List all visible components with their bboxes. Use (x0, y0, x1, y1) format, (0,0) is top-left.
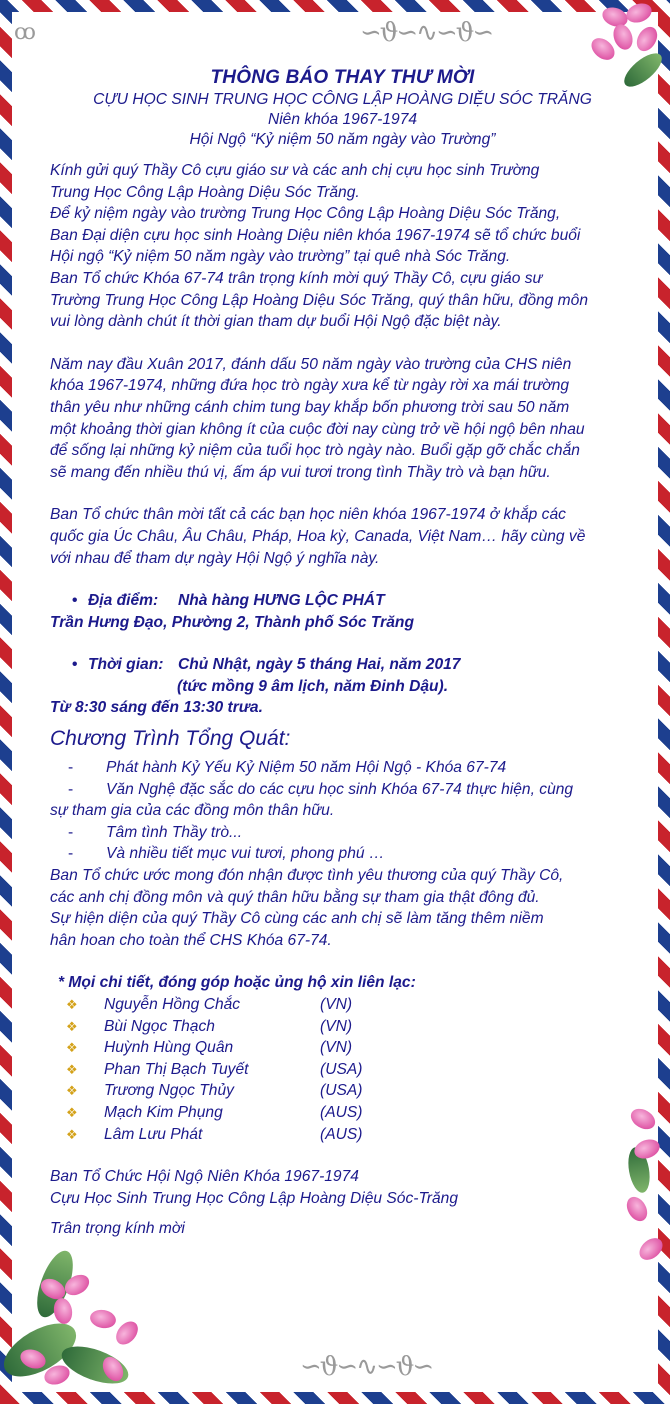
invitation-body (50, 66, 635, 1240)
text-line: hân hoan cho toàn thể CHS Khóa 67-74. (50, 931, 332, 949)
program-item: - Văn Nghệ đặc sắc do các cựu học sinh Khóa 67-74 thực hiện, cùng (68, 780, 574, 798)
time-row (72, 654, 635, 676)
text-line: Ban Tổ chức ước mong đón nhận được tình yêu thương của quý Thầy Cô, (50, 867, 564, 885)
flourish-top-icon: ∽ϑ∽∿∽ϑ∽ (360, 18, 493, 48)
text-line: để sống lại những kỷ niệm của tuổi học trò ngày nào. Buổi gặp gỡ chắc chắn (50, 442, 580, 460)
text-line: thân yêu như những cánh chim tung bay khắp bốn phương trời sau 50 năm (50, 398, 570, 416)
program-heading: Chương Trình Tổng Quát: (50, 727, 291, 751)
contact-item: ❖ Huỳnh Hùng Quân (VN) (66, 1037, 635, 1059)
contact-item: ❖ Bùi Ngọc Thạch (VN) (66, 1016, 635, 1038)
venue-name: Nhà hàng HƯNG LỘC PHÁT (178, 592, 385, 610)
text-line: Để kỷ niệm ngày vào trường Trung Học Công Lập Hoàng Diệu Sóc Trăng, (50, 205, 561, 223)
text-line: Hội ngộ “Kỷ niệm 50 năm ngày vào trường” tại quê nhà Sóc Trăng. (50, 248, 511, 266)
bullet-icon: • (72, 656, 78, 674)
text-line: Ban Đại diện cựu học sinh Hoàng Diệu niên khóa 1967-1974 sẽ tổ chức buổi (50, 226, 581, 244)
text-line: vui lòng dành chút ít thời gian tham dự buổi Hội Ngộ đặc biệt này. (50, 313, 502, 331)
contact-item: ❖ Mạch Kim Phụng (AUS) (66, 1102, 635, 1124)
bullet-icon: • (72, 592, 78, 610)
orchid-bottom-left-icon (0, 1240, 170, 1404)
paragraph-greeting (50, 160, 635, 333)
text-line: quốc gia Úc Châu, Âu Châu, Pháp, Hoa kỳ, Canada, Việt Nam… hãy cùng về (50, 527, 586, 545)
text-line: với nhau để tham dự ngày Hội Ngộ ý nghĩa này. (50, 549, 380, 567)
signature-school: Cựu Học Sinh Trung Học Công Lập Hoàng Diệu Sóc-Trăng (50, 1189, 459, 1207)
venue-label: Địa điểm: (88, 592, 159, 610)
time-lunar: (tức mồng 9 âm lịch, năm Đinh Dậu). (177, 677, 449, 695)
text-line: Trường Trung Học Công Lập Hoàng Diệu Sóc Trăng, quý thân hữu, đồng môn (50, 291, 589, 309)
program-item-cont: sự tham gia của các đồng môn thân hữu. (50, 802, 335, 820)
time-label: Thời gian: (88, 656, 164, 674)
diamond-bullet-icon: ❖ (66, 1061, 78, 1077)
program-item: - Tâm tình Thầy trò... (68, 823, 243, 841)
venue-row (72, 590, 635, 612)
diamond-bullet-icon: ❖ (66, 1083, 78, 1099)
time-hours: Từ 8:30 sáng đến 13:30 trưa. (50, 699, 263, 717)
text-line: Ban Tổ chức thân mời tất cả các bạn học niên khóa 1967-1974 ở khắp các (50, 506, 566, 524)
contacts-heading: * Mọi chi tiết, đóng góp hoặc ủng hộ xin liên lạc: (58, 974, 416, 992)
program-item: - Và nhiều tiết mục vui tươi, phong phú … (68, 845, 385, 863)
paragraph-anniversary (50, 354, 635, 484)
diamond-bullet-icon: ❖ (66, 1126, 78, 1142)
text-line: Sự hiện diện của quý Thầy Cô cùng các anh chị sẽ làm tăng thêm niềm (50, 910, 544, 928)
text-line: các anh chị đồng môn và quý thân hữu bằng sự tham gia thật đông đủ. (50, 888, 540, 906)
diamond-bullet-icon: ❖ (66, 1040, 78, 1056)
signature-organizer: Ban Tổ Chức Hội Ngộ Niên Khóa 1967-1974 (50, 1168, 359, 1186)
paragraph-invitation (50, 504, 635, 569)
signature-closing: Trân trọng kính mời (50, 1220, 185, 1238)
text-line: Năm nay đầu Xuân 2017, đánh dấu 50 năm ngày vào trường của CHS niên (50, 355, 572, 373)
text-line: Ban Tổ chức Khóa 67-74 trân trọng kính mời quý Thầy Cô, cựu giáo sư (50, 269, 543, 287)
school-name: CỰU HỌC SINH TRUNG HỌC CÔNG LẬP HOÀNG DIỆU SÓC TRĂNG (93, 91, 592, 108)
time-date: Chủ Nhật, ngày 5 tháng Hai, năm 2017 (178, 656, 461, 674)
text-line: một khoảng thời gian không ít của cuộc đời nay cùng trở về hội ngộ bên nhau (50, 420, 585, 438)
text-line: khóa 1967-1974, những đứa học trò ngày xưa kể từ ngày rời xa mái trường (50, 377, 570, 395)
contact-item: ❖ Trương Ngọc Thủy (USA) (66, 1080, 635, 1102)
diamond-bullet-icon: ❖ (66, 1104, 78, 1120)
page-title: THÔNG BÁO THAY THƯ MỜI (210, 67, 475, 88)
text-line: Trung Học Công Lập Hoàng Diệu Sóc Trăng. (50, 183, 360, 201)
contact-item: ❖ Nguyễn Hồng Chắc (VN) (66, 994, 635, 1016)
text-line: Kính gửi quý Thầy Cô cựu giáo sư và các anh chị cựu học sinh Trường (50, 162, 540, 179)
class-years: Niên khóa 1967-1974 (267, 111, 418, 128)
flourish-bottom-icon: ∽ϑ∽∿∽ϑ∽ (300, 1352, 433, 1382)
event-name: Hội Ngộ “Kỷ niệm 50 năm ngày vào Trường” (189, 131, 496, 148)
diamond-bullet-icon: ❖ (66, 1018, 78, 1034)
flourish-left-icon: ꝏ (14, 20, 34, 45)
program-item: - Phát hành Kỷ Yếu Kỷ Niệm 50 năm Hội Ngộ - Khóa 67-74 (68, 759, 507, 777)
venue-address: Trần Hưng Đạo, Phường 2, Thành phố Sóc Trăng (50, 613, 414, 631)
diamond-bullet-icon: ❖ (66, 997, 78, 1012)
text-line: sẽ mang đến nhiều thú vị, ấm áp vui tươi trong tình Thầy trò và bạn hữu. (50, 463, 551, 481)
contact-item: ❖ Lâm Lưu Phát (AUS) (66, 1124, 635, 1146)
contact-item: ❖ Phan Thị Bạch Tuyết (USA) (66, 1059, 635, 1081)
